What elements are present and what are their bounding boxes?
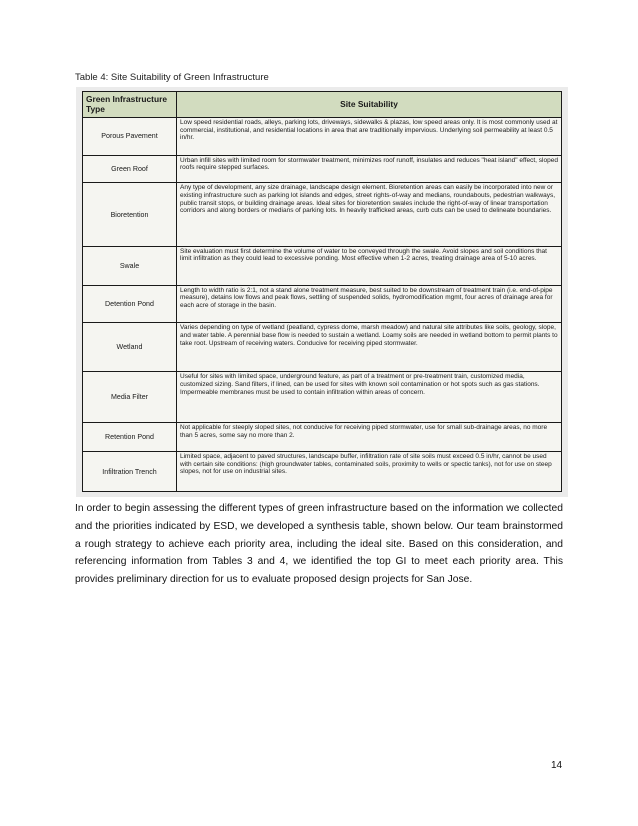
- row-suitability: Useful for sites with limited space, underground feature, as part of a treatment or pre-treatment train, customized media, customized sizing. Sand filters, if lined, can be used for sites with known soil contamination or hot spots such as gas stations. Impermeable membranes must be used to contain infiltration within areas of concern.: [177, 372, 562, 423]
- body-paragraph: In order to begin assessing the different types of green infrastructure based on the information we collected and the priorities indicated by ESD, we developed a synthesis table, shown below. Our team brainstormed a rough strategy to achieve each priority area, including the ideal site. Based on this consideration, and referencing information from Tables 3 and 4, we identified the top GI to meet each priority area. This provides preliminary direction for us to evaluate proposed design projects for San Jose.: [75, 503, 563, 586]
- row-type: Porous Pavement: [83, 118, 177, 156]
- row-type: Media Filter: [83, 372, 177, 423]
- row-type: Infiltration Trench: [83, 452, 177, 492]
- table-caption: Table 4: Site Suitability of Green Infrastructure: [75, 72, 269, 83]
- table-row: [83, 423, 562, 452]
- row-type: Green Roof: [83, 155, 177, 183]
- table-row: [83, 155, 562, 183]
- row-suitability: Limited space, adjacent to paved structures, landscape buffer, infiltration rate of site soils must exceed 0.5 in/hr, cannot be used with certain site conditions: (high groundwater tables, contaminated soils, proximity to wells or spectic tanks), not for use on steep slopes, not for use on industrial sites.: [177, 452, 562, 492]
- table-image: [76, 87, 568, 497]
- row-suitability: Varies depending on type of wetland (peatland, cypress dome, marsh meadow) and natural site attributes like soils, geology, slope, and water table. A perennial base flow is needed to sustain a wetland. Loamy soils are needed in wetland bottom to permit plants to take root. Upstream of receiving waters. Conducive for receiving piped stormwater.: [177, 323, 562, 372]
- table-header-row: [83, 92, 562, 118]
- row-type: Wetland: [83, 323, 177, 372]
- site-suitability-table: [82, 91, 562, 492]
- table-row: [83, 372, 562, 423]
- row-type: Swale: [83, 246, 177, 285]
- table-row: [83, 246, 562, 285]
- row-type: Retention Pond: [83, 423, 177, 452]
- row-type: Detention Pond: [83, 285, 177, 323]
- row-suitability: Not applicable for steeply sloped sites, not conducive for receiving piped stormwater, use for small sub-drainage areas, no more than 5 acres, some say no more than 2.: [177, 423, 562, 452]
- row-suitability: Length to width ratio is 2:1, not a stand alone treatment measure, best suited to be downstream of treatment train (i.e. end-of-pipe measure), detains low flows and peak flows, settling of suspended solids, hydromodification mgmt, four acres of drainage area for each acre of storage in the basin.: [177, 285, 562, 323]
- header-gi-type: Green Infrastructure Type: [83, 92, 177, 118]
- page-number: 14: [551, 760, 563, 771]
- table-row: [83, 118, 562, 156]
- row-suitability: Urban infill sites with limited room for stormwater treatment, minimizes roof runoff, insulates and reduces "heat island" effect, sloped roofs require stepped surfaces.: [177, 155, 562, 183]
- row-suitability: Low speed residential roads, alleys, parking lots, driveways, sidewalks & plazas, low speed areas only. It is most commonly used at commercial, institutional, and residential locations in area that are traditionally impervious. Underlying soil permeability at least 0.5 in/hr.: [177, 118, 562, 156]
- table-row: [83, 183, 562, 246]
- table-row: [83, 323, 562, 372]
- row-suitability: Site evaluation must first determine the volume of water to be conveyed through the swale. Avoid slopes and soil conditions that limit infiltration as they could lead to excessive ponding. Most effective when 1-2 acres, treating drainage area of 5-10 acres.: [177, 246, 562, 285]
- table-row: [83, 452, 562, 492]
- row-suitability: Any type of development, any size drainage, landscape design element. Bioretention areas can easily be incorporated into new or existing infrastructure such as parking lot islands and edges, street rights-of-way and medians, roundabouts, pedestrian walkways, public transit stops, or building drainage areas. Ideal sites for bioretention swales include the right-of-way of linear transportation corridors and along borders or medians of parking lots. In heavily trafficked areas, curb cuts can be used to delineate boundaries.: [177, 183, 562, 246]
- header-site-suitability: Site Suitability: [177, 92, 562, 118]
- row-type: Bioretention: [83, 183, 177, 246]
- table-row: [83, 285, 562, 323]
